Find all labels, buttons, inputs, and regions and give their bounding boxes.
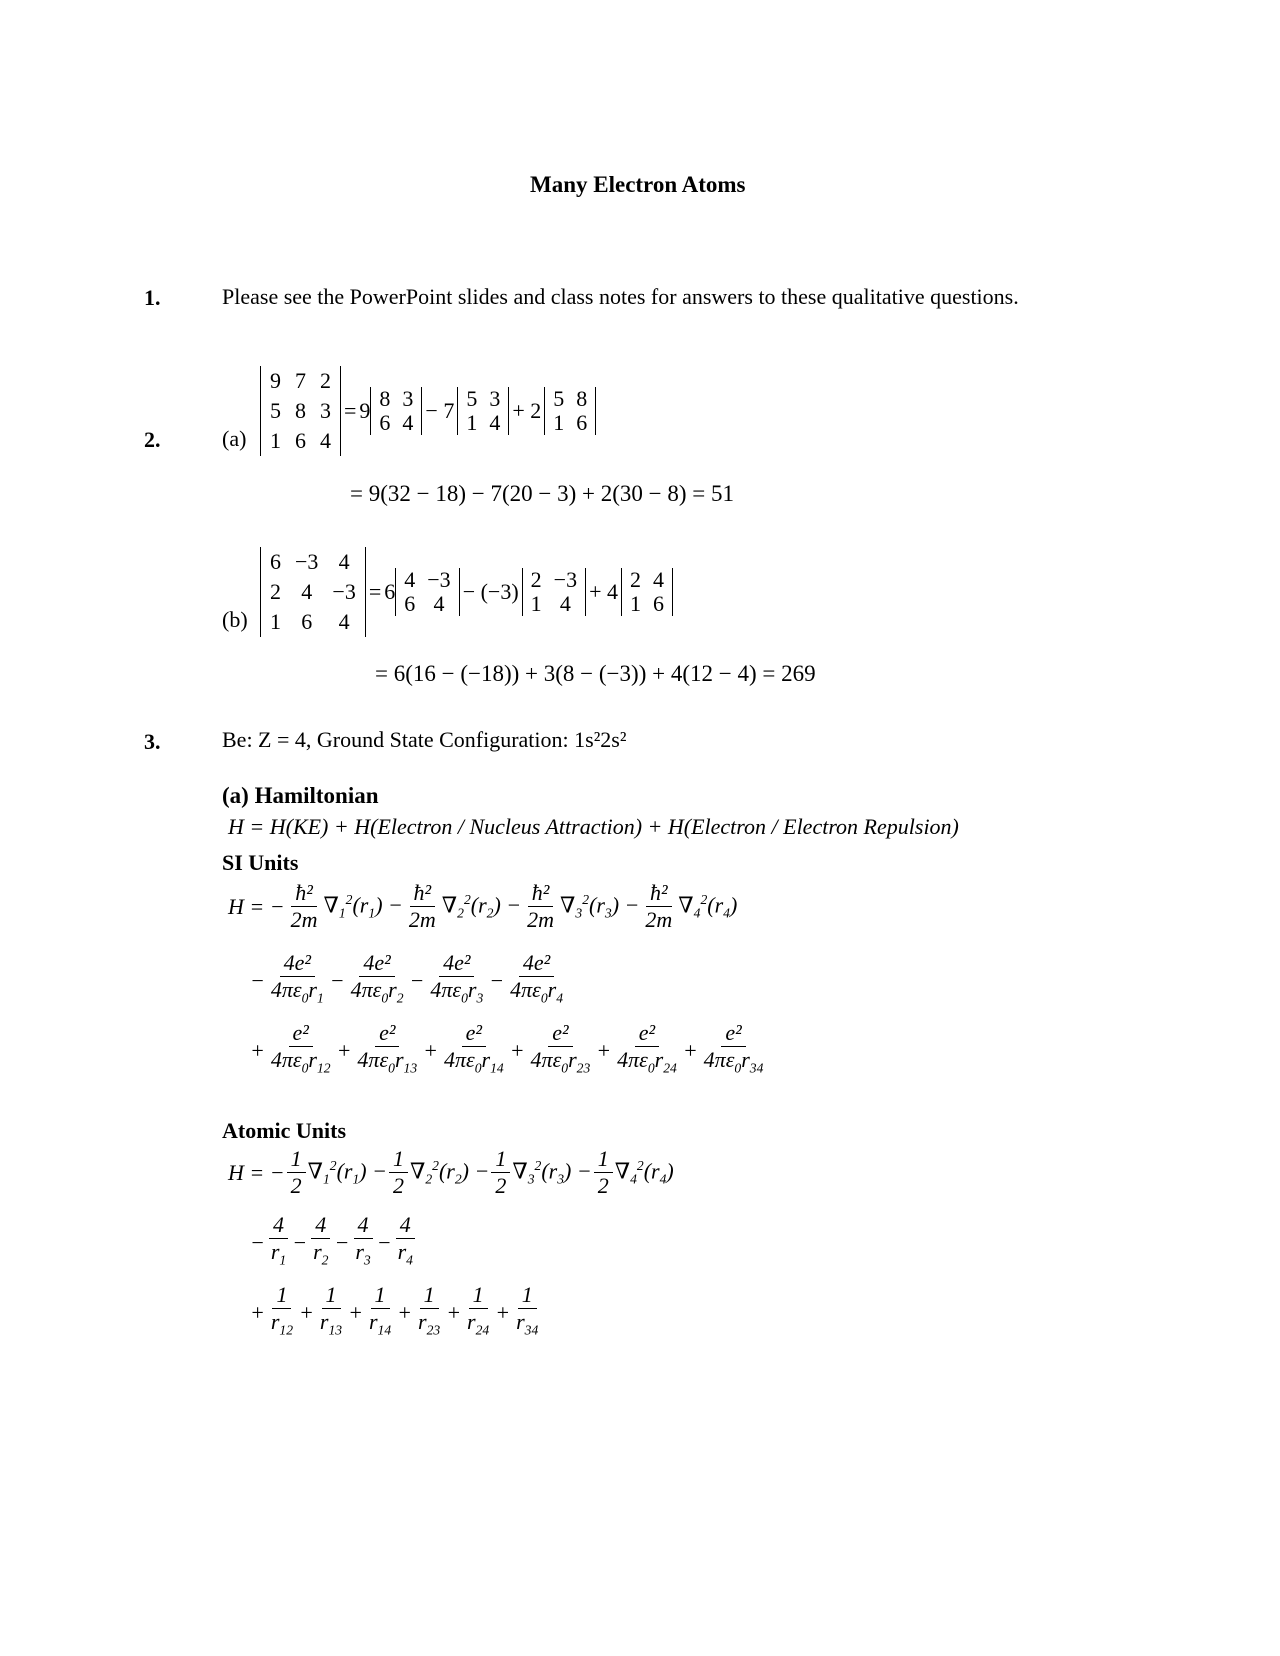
q2b-minor3: 2 4 1 6 — [621, 568, 673, 616]
q2b-coef1: 6 — [384, 579, 396, 604]
au-ee-terms: + $\frac{1}{r_{12}}$ + $\frac{1}{r_{13}}$ + $\frac{1}{r_{14}}$ + $\frac{1}{r_{23}}$ + $\frac{1}{r_{24}}$ + $\frac{1}{r_{34}}$ — [250, 1282, 539, 1338]
q2a-minor1: 8 3 6 4 — [370, 387, 422, 435]
q2a-op3: + 2 — [512, 398, 542, 423]
q2a-minor3: 5 8 1 6 — [544, 387, 596, 435]
q2a-op2: − 7 — [425, 398, 455, 423]
hamiltonian-heading: (a) Hamiltonian — [222, 783, 379, 808]
q2a-minor2: 5 3 1 4 — [457, 387, 509, 435]
si-en-terms: − $\frac{\text{4e²}}{4\pi\varepsilon_0r_1}$ − $\frac{\text{4e²}}{4\pi\varepsilon_0r_2}$ − $\frac{\text{4e²}}{4\pi\varepsilon_0r_3}$ − $\frac{\text{4e²}}{4\pi\varepsilon_0r_4}$ — [250, 950, 563, 1006]
q2a-matrix: 9 7 2 5 8 3 1 6 4 — [260, 366, 341, 456]
q2b-expansion: 6 −3 4 2 4 −3 1 6 4 = 6 4 −3 6 4 − (−3) 2 −3 1 4 + 4 2 4 1 6 — [260, 547, 673, 637]
q2a-expansion: 9 7 2 5 8 3 1 6 4 = 9 8 3 6 4 − 7 5 3 1 4 + 2 5 8 1 6 — [260, 366, 596, 456]
q2a-coef1: 9 — [359, 398, 371, 423]
q1-number: 1. — [144, 285, 161, 310]
si-ke-terms: H = − $\frac{\text{ħ²}}{2m}$ $\nabla_1^2(r_1)$ − $\frac{\text{ħ²}}{2m}$ $\nabla_2^2(r_2)$ − $\frac{\text{ħ²}}{2m}$ $\nabla_3^2(r_3)$ − $\frac{\text{ħ²}}{2m}$ $\nabla_4^2(r_4)$ — [228, 880, 738, 932]
q1-text: Please see the PowerPoint slides and class notes for answers to these qualitative questions. — [222, 284, 1019, 309]
q2-number: 2. — [144, 427, 161, 452]
q3-intro: Be: Z = 4, Ground State Configuration: 1s²2s² — [222, 727, 627, 752]
au-heading: Atomic Units — [222, 1118, 347, 1143]
si-heading: SI Units — [222, 850, 299, 875]
q2b-result: = 6(16 − (−18)) + 3(8 − (−3)) + 4(12 − 4) = 269 — [375, 661, 816, 686]
q2a-label: (a) — [222, 426, 247, 451]
page-title: Many Electron Atoms — [530, 172, 746, 197]
au-en-terms: − $\frac{4}{r_1}$ − $\frac{4}{r_2}$ − $\frac{4}{r_3}$ − $\frac{4}{r_4}$ — [250, 1212, 413, 1268]
hamiltonian-eq: H = H(KE) + H(Electron / Nucleus Attraction) + H(Electron / Electron Repulsion) — [228, 814, 959, 839]
q2b-op2: − (−3) — [462, 579, 519, 604]
q2b-op3: + 4 — [589, 579, 618, 604]
q3-number: 3. — [144, 729, 161, 754]
q2b-label: (b) — [222, 607, 248, 632]
si-ee-terms: + $\frac{\text{e²}}{4\pi\varepsilon_0r_{12}}$ + $\frac{\text{e²}}{4\pi\varepsilon_0r_{13}}$ + $\frac{\text{e²}}{4\pi\varepsilon_0r_{14}}$ + $\frac{\text{e²}}{4\pi\varepsilon_0r_{23}}$ + $\frac{\text{e²}}{4\pi\varepsilon_0r_{24}}$ + $\frac{\text{e²}}{4\pi\varepsilon_0r_{34}}$ — [250, 1020, 764, 1076]
au-ke-terms: H = − $\frac{1}{2}$ $\nabla_1^2(r_1)$ − $\frac{1}{2}$ $\nabla_2^2(r_2)$ − $\frac{1}{2}$ $\nabla_3^2(r_3)$ − $\frac{1}{2}$ $\nabla_4^2(r_4)$ — [228, 1146, 674, 1198]
q2b-minor2: 2 −3 1 4 — [522, 568, 586, 616]
q2b-matrix: 6 −3 4 2 4 −3 1 6 4 — [260, 547, 366, 637]
q2a-result: = 9(32 − 18) − 7(20 − 3) + 2(30 − 8) = 51 — [350, 481, 735, 506]
q2b-minor1: 4 −3 6 4 — [395, 568, 459, 616]
